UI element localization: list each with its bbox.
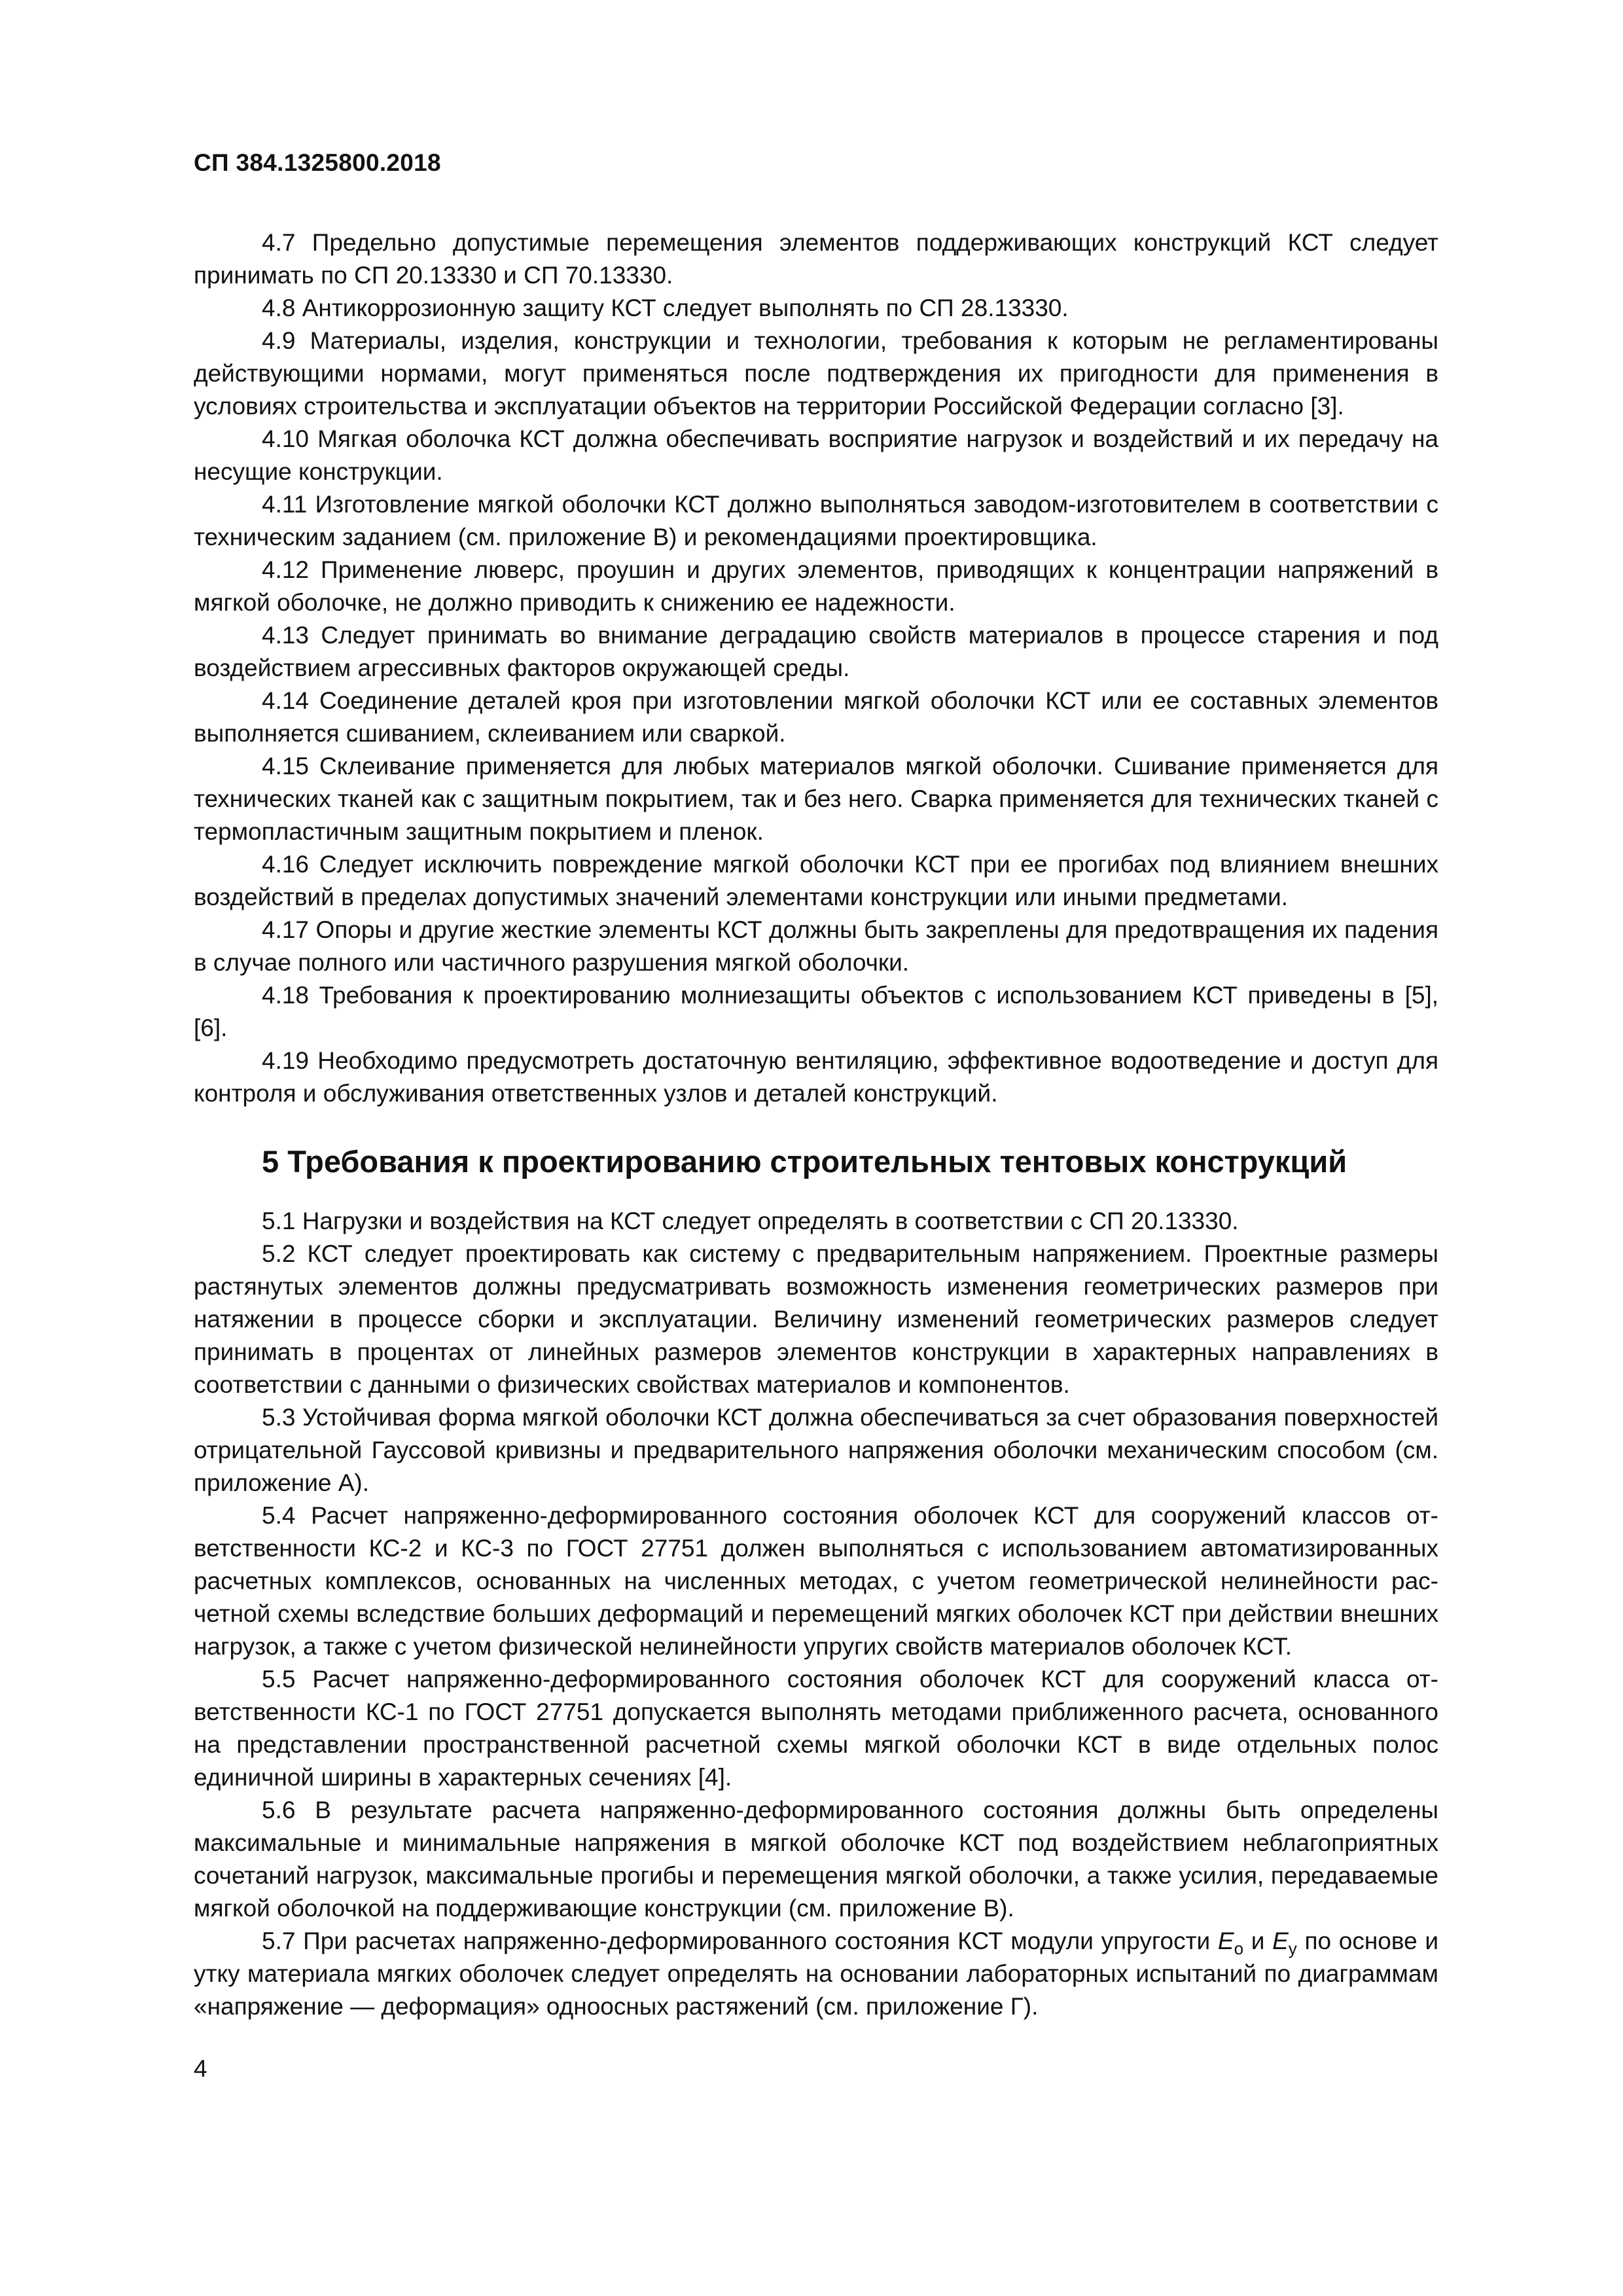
- paragraph-5-2: 5.2 КСТ следует проектировать как систему с предварительным напряжением. Проектные размеры растянутых элементов должны предусматривать возможность изменения геометрических размеров при натяжении в процессе сборки и эксплуатации. Величину изменений геометрических размеров следует принимать в процентах от линейных размеров элементов конструкции в характерных направлениях в соответствии с данными о физических свойствах материалов и компонентов.: [194, 1240, 1438, 1398]
- paragraph-5-7: [194, 1925, 1438, 2023]
- paragraph-5-4: 5.4 Расчет напряженно-деформированного состояния оболочек КСТ для сооружений классов ответственности КС-2 и КС-3 по ГОСТ 27751 должен выполняться с использованием автоматизированных расчетных комплексов, основанных на численных методах, с учетом геометрической нелинейности расчетной схемы вследствие больших деформаций и перемещений мягких оболочек КСТ при действии внешних нагрузок, а также с учетом физической нелинейности упругих свойств материалов оболочек КСТ.: [194, 1502, 1438, 1660]
- paragraph-5-7-rest: по основе и утку материала мягких оболочек следует определять на основании лабораторных испытаний по диаграммам «напряжение — деформация» одноосных растяжений (см. приложение Г).: [194, 1928, 1438, 2020]
- subscript-y: y: [1288, 1939, 1297, 1958]
- paragraph-5-5: 5.5 Расчет напряженно-деформированного состояния оболочек КСТ для сооружений класса ответственности КС-1 по ГОСТ 27751 допускается выполнять методами приближенного расчета, основанного на представлении пространственной расчетной схемы мягкой оболочки КСТ в виде отдельных полос единичной ширины в характерных сечениях [4].: [194, 1666, 1438, 1791]
- paragraph-4-18: 4.18 Требования к проектированию молниезащиты объектов с использованием КСТ приведены в [5], [6].: [194, 982, 1438, 1041]
- paragraph-4-11: 4.11 Изготовление мягкой оболочки КСТ должно выполняться заводом-изготовителем в соответствии с техническим заданием (см. приложение В) и рекомендациями проектировщика.: [194, 491, 1438, 550]
- paragraph-4-7: 4.7 Предельно допустимые перемещения элементов поддерживающих конструкций КСТ следует принимать по СП 20.13330 и СП 70.13330.: [194, 229, 1438, 289]
- subscript-o: o: [1234, 1939, 1244, 1958]
- paragraph-4-9: 4.9 Материалы, изделия, конструкции и технологии, требования к которым не регламентированы действующими нормами, могут применяться после подтверждения их пригодности для применения в условиях строительства и эксплуатации объектов на территории Российской Федерации согласно [3].: [194, 327, 1438, 420]
- paragraph-4-16: 4.16 Следует исключить повреждение мягкой оболочки КСТ при ее прогибах под влиянием внешних воздействий в пределах допустимых значений элементами конструкции или иными предметами.: [194, 851, 1438, 910]
- paragraph-4-13: 4.13 Следует принимать во внимание деградацию свойств материалов в процессе старения и под воздействием агрессивных факторов окружающей среды.: [194, 622, 1438, 681]
- conjunction: и: [1243, 1928, 1273, 1954]
- section-4-body: [194, 226, 1438, 1110]
- paragraph-5-1: 5.1 Нагрузки и воздействия на КСТ следует определять в соответствии с СП 20.13330.: [262, 1208, 1239, 1234]
- section-5-heading: 5 Требования к проектированию строительных тентовых конструкций: [262, 1144, 1347, 1179]
- page-number: 4: [194, 2055, 207, 2082]
- paragraph-5-7-lead: 5.7 При расчетах напряженно-деформированного состояния КСТ модули упругости: [262, 1928, 1218, 1954]
- paragraph-5-3: 5.3 Устойчивая форма мягкой оболочки КСТ должна обеспечиваться за счет образования поверхностей отрицательной Гауссовой кривизны и предварительного напряжения оболочки механическим способом (см. приложение А).: [194, 1404, 1438, 1496]
- paragraph-4-15: 4.15 Склеивание применяется для любых материалов мягкой оболочки. Сшивание применяется для технических тканей как с защитным покрытием, так и без него. Сварка применяется для технических тканей с термопластичным защитным покрытием и пленок.: [194, 753, 1438, 845]
- paragraph-5-6: 5.6 В результате расчета напряженно-деформированного состояния должны быть определены максимальные и минимальные напряжения в мягкой оболочке КСТ под воздействием неблагоприятных сочетаний нагрузок, максимальные прогибы и перемещения мягкой оболочки, а также усилия, передаваемые мягкой оболочкой на поддерживающие конструкции (см. приложение В).: [194, 1797, 1438, 1922]
- paragraph-4-14: 4.14 Соединение деталей кроя при изготовлении мягкой оболочки КСТ или ее составных элементов выполняется сшиванием, склеиванием или сваркой.: [194, 687, 1438, 747]
- document-code-header: СП 384.1325800.2018: [194, 149, 441, 176]
- modulus-e-symbol-2: E: [1272, 1928, 1289, 1954]
- paragraph-4-19: 4.19 Необходимо предусмотреть достаточную вентиляцию, эффективное водоотведение и доступ для контроля и обслуживания ответственных узлов и деталей конструкций.: [194, 1047, 1438, 1107]
- section-5-body: [194, 1142, 1438, 2023]
- paragraph-4-10: 4.10 Мягкая оболочка КСТ должна обеспечивать восприятие нагрузок и воздействий и их передачу на несущие конструкции.: [194, 425, 1438, 485]
- paragraph-4-8: 4.8 Антикоррозионную защиту КСТ следует выполнять по СП 28.13330.: [262, 295, 1069, 321]
- paragraph-4-17: 4.17 Опоры и другие жесткие элементы КСТ должны быть закреплены для предотвращения их падения в случае полного или частичного разрушения мягкой оболочки.: [194, 916, 1438, 976]
- paragraph-4-12: 4.12 Применение люверс, проушин и других элементов, приводящих к концентрации напряжений в мягкой оболочке, не должно приводить к снижению ее надежности.: [194, 556, 1438, 616]
- modulus-e-symbol: E: [1217, 1928, 1234, 1954]
